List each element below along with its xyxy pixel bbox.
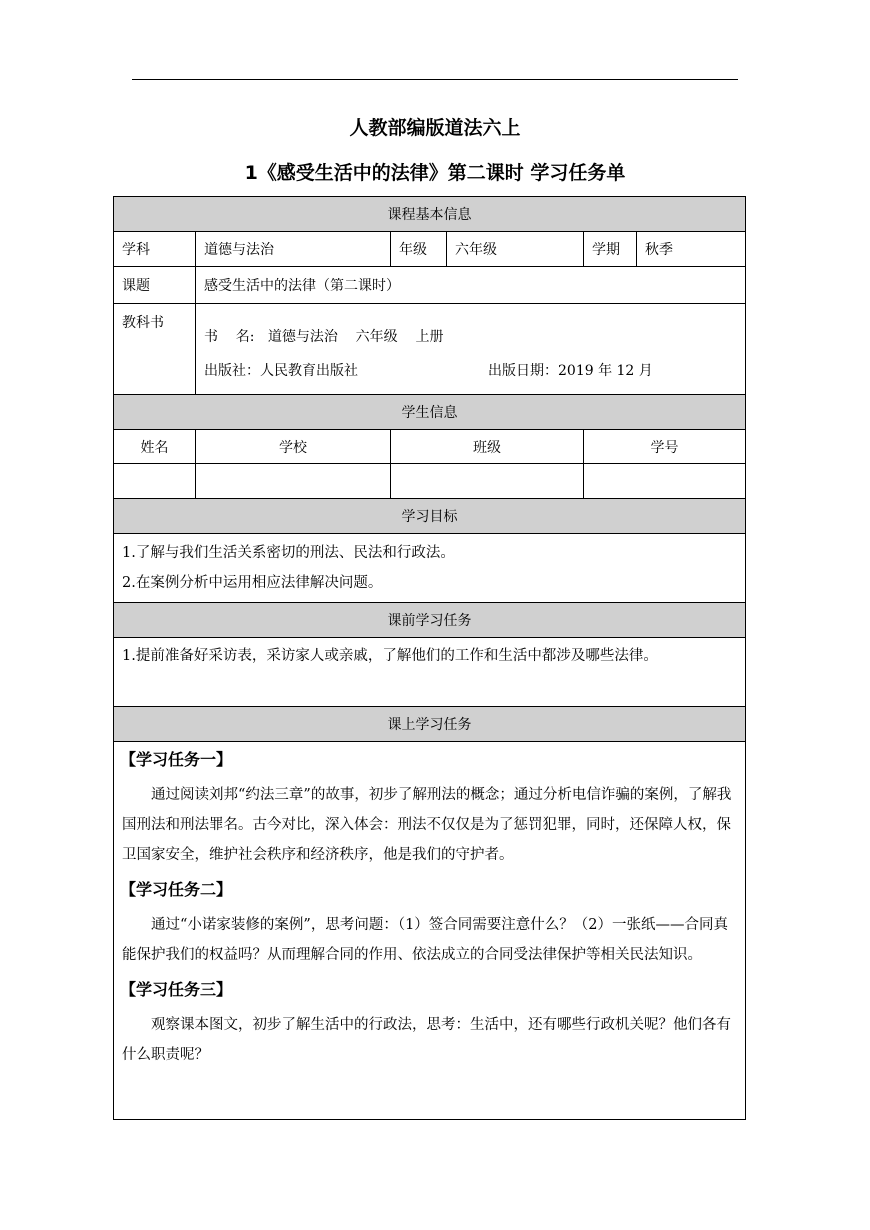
pub-date: 出版日期：2019 年 12 月: [488, 363, 653, 379]
textbook-pub-row: [204, 361, 737, 381]
pre-tasks-content: [114, 638, 746, 707]
task-heading: 【学习任务二】: [120, 880, 233, 899]
goal-item: 2.在案例分析中运用相应法律解决问题。: [122, 575, 383, 591]
task-body: 通过“小诺家装修的案例”，思考问题：（1）签合同需要注意什么？（2）一张纸——合同真能保护我们的权益吗？从而理解合同的作用、依法成立的合同受法律保护等相关民法知识。: [122, 917, 729, 963]
section-class-tasks: 课上学习任务: [114, 707, 746, 742]
task-body: 通过阅读刘邦“约法三章”的故事，初步了解刑法的概念；通过分析电信诈骗的案例，了解我国刑法和刑法罪名。古今对比，深入体会：刑法不仅仅是为了惩罚犯罪，同时，还保障人权，保卫国家安全，维护社会秩序和经济秩序，他是我们的守护者。: [122, 787, 732, 863]
goals-content: [114, 534, 746, 603]
grade-label: 年级: [391, 232, 447, 267]
task-body: 观察课本图文，初步了解生活中的行政法，思考：生活中，还有哪些行政机关呢？他们各有什么职责呢？: [122, 1017, 731, 1063]
col-school: 学校: [196, 430, 391, 464]
grade-value: 六年级: [447, 232, 584, 267]
section-course-info: 课程基本信息: [114, 197, 746, 232]
term-value: 秋季: [637, 232, 746, 267]
doc-title: 人教部编版道法六上: [349, 117, 521, 139]
textbook-label: 教科书: [114, 304, 196, 395]
pre-task-item: 1.提前准备好采访表，采访家人或亲戚，了解他们的工作和生活中都涉及哪些法律。: [122, 648, 658, 664]
col-class: 班级: [391, 430, 584, 464]
task-heading: 【学习任务三】: [120, 980, 233, 999]
student-id-field[interactable]: [584, 464, 746, 499]
section-goals: 学习目标: [114, 499, 746, 534]
doc-subtitle: 1《感受生活中的法律》第二课时 学习任务单: [244, 162, 626, 184]
task-heading: 【学习任务一】: [120, 750, 233, 769]
col-name: 姓名: [114, 430, 196, 464]
topic-value: 感受生活中的法律（第二课时）: [196, 267, 746, 304]
goal-item: 1.了解与我们生活关系密切的刑法、民法和行政法。: [122, 545, 455, 561]
col-student-id: 学号: [584, 430, 746, 464]
name-field[interactable]: [114, 464, 196, 499]
section-pre-tasks: 课前学习任务: [114, 603, 746, 638]
task-sheet-table: [113, 196, 746, 1120]
textbook-title: 书 名: 道德与法治 六年级 上册: [204, 329, 444, 345]
subject-label: 学科: [114, 232, 196, 267]
topic-label: 课题: [114, 267, 196, 304]
header-rule: [132, 79, 738, 80]
textbook-info: [196, 304, 746, 395]
publisher: 出版社：人民教育出版社: [204, 363, 358, 379]
term-label: 学期: [584, 232, 637, 267]
section-student-info: 学生信息: [114, 395, 746, 430]
school-field[interactable]: [196, 464, 391, 499]
subject-value: 道德与法治: [196, 232, 391, 267]
class-field[interactable]: [391, 464, 584, 499]
class-tasks-content: [114, 742, 746, 1120]
